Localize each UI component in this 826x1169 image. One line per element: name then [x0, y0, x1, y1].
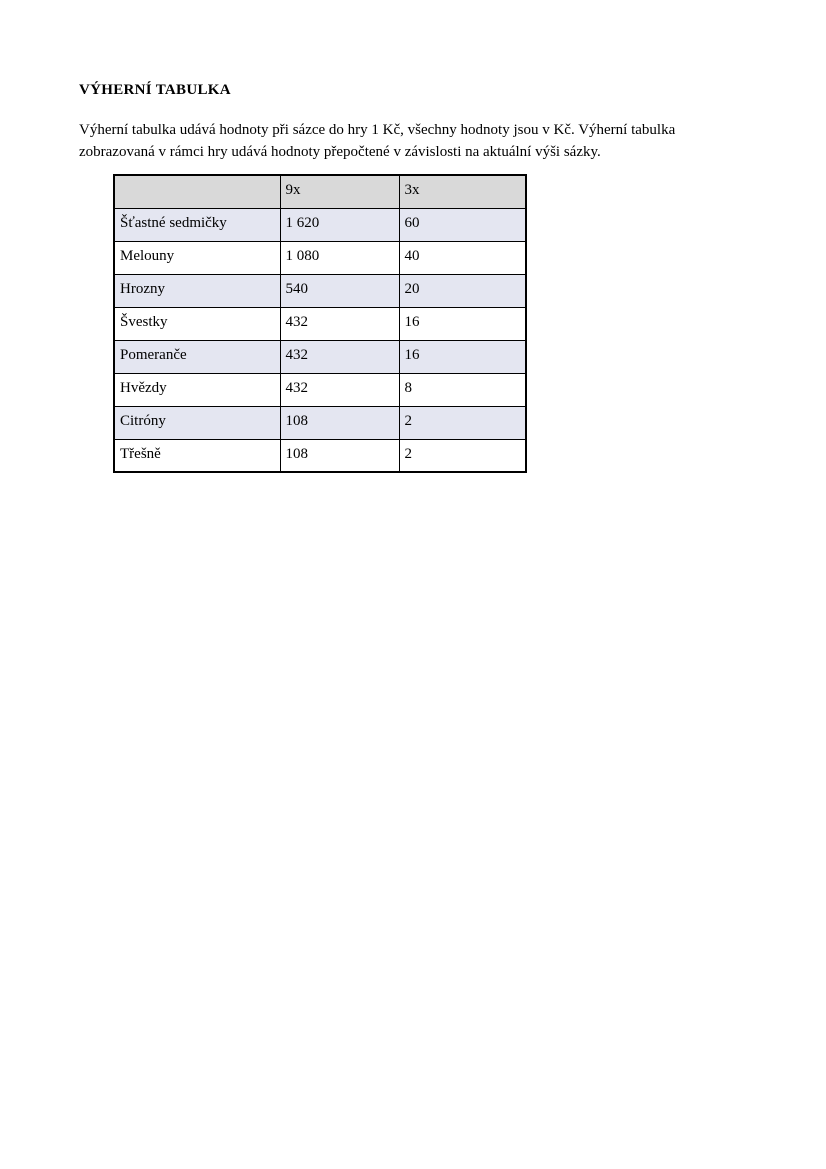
symbol-name-cell: Citróny [114, 406, 280, 439]
table-row [114, 373, 526, 406]
payout-3x-cell: 16 [399, 307, 526, 340]
table-row [114, 274, 526, 307]
payout-9x-cell: 540 [280, 274, 399, 307]
page-title: VÝHERNÍ TABULKA [79, 82, 231, 98]
payout-3x-cell: 60 [399, 208, 526, 241]
payout-3x-cell: 20 [399, 274, 526, 307]
table-header-row [114, 175, 526, 208]
header-cell-symbol [114, 175, 280, 208]
symbol-name-cell: Hvězdy [114, 373, 280, 406]
payout-9x-cell: 432 [280, 373, 399, 406]
symbol-name-cell: Melouny [114, 241, 280, 274]
payout-3x-cell: 40 [399, 241, 526, 274]
table-row [114, 241, 526, 274]
payout-9x-cell: 1 080 [280, 241, 399, 274]
payout-3x-cell: 2 [399, 406, 526, 439]
payout-9x-cell: 432 [280, 307, 399, 340]
symbol-name-cell: Hrozny [114, 274, 280, 307]
payout-table [113, 174, 527, 473]
table-row [114, 406, 526, 439]
payout-3x-cell: 2 [399, 439, 526, 472]
payout-3x-cell: 8 [399, 373, 526, 406]
table-row [114, 208, 526, 241]
table-row [114, 439, 526, 472]
header-cell-3x: 3x [399, 175, 526, 208]
symbol-name-cell: Pomeranče [114, 340, 280, 373]
intro-paragraph: Výherní tabulka udává hodnoty při sázce do hry 1 Kč, všechny hodnoty jsou v Kč. Výherní tabulka zobrazovaná v rámci hry udává hodnoty přepočtené v závislosti na aktuální výši sázky. [79, 122, 676, 160]
table-row [114, 340, 526, 373]
symbol-name-cell: Třešně [114, 439, 280, 472]
payout-3x-cell: 16 [399, 340, 526, 373]
payout-9x-cell: 108 [280, 439, 399, 472]
table-row [114, 307, 526, 340]
header-cell-9x: 9x [280, 175, 399, 208]
payout-9x-cell: 432 [280, 340, 399, 373]
payout-9x-cell: 108 [280, 406, 399, 439]
symbol-name-cell: Šťastné sedmičky [114, 208, 280, 241]
symbol-name-cell: Švestky [114, 307, 280, 340]
payout-9x-cell: 1 620 [280, 208, 399, 241]
